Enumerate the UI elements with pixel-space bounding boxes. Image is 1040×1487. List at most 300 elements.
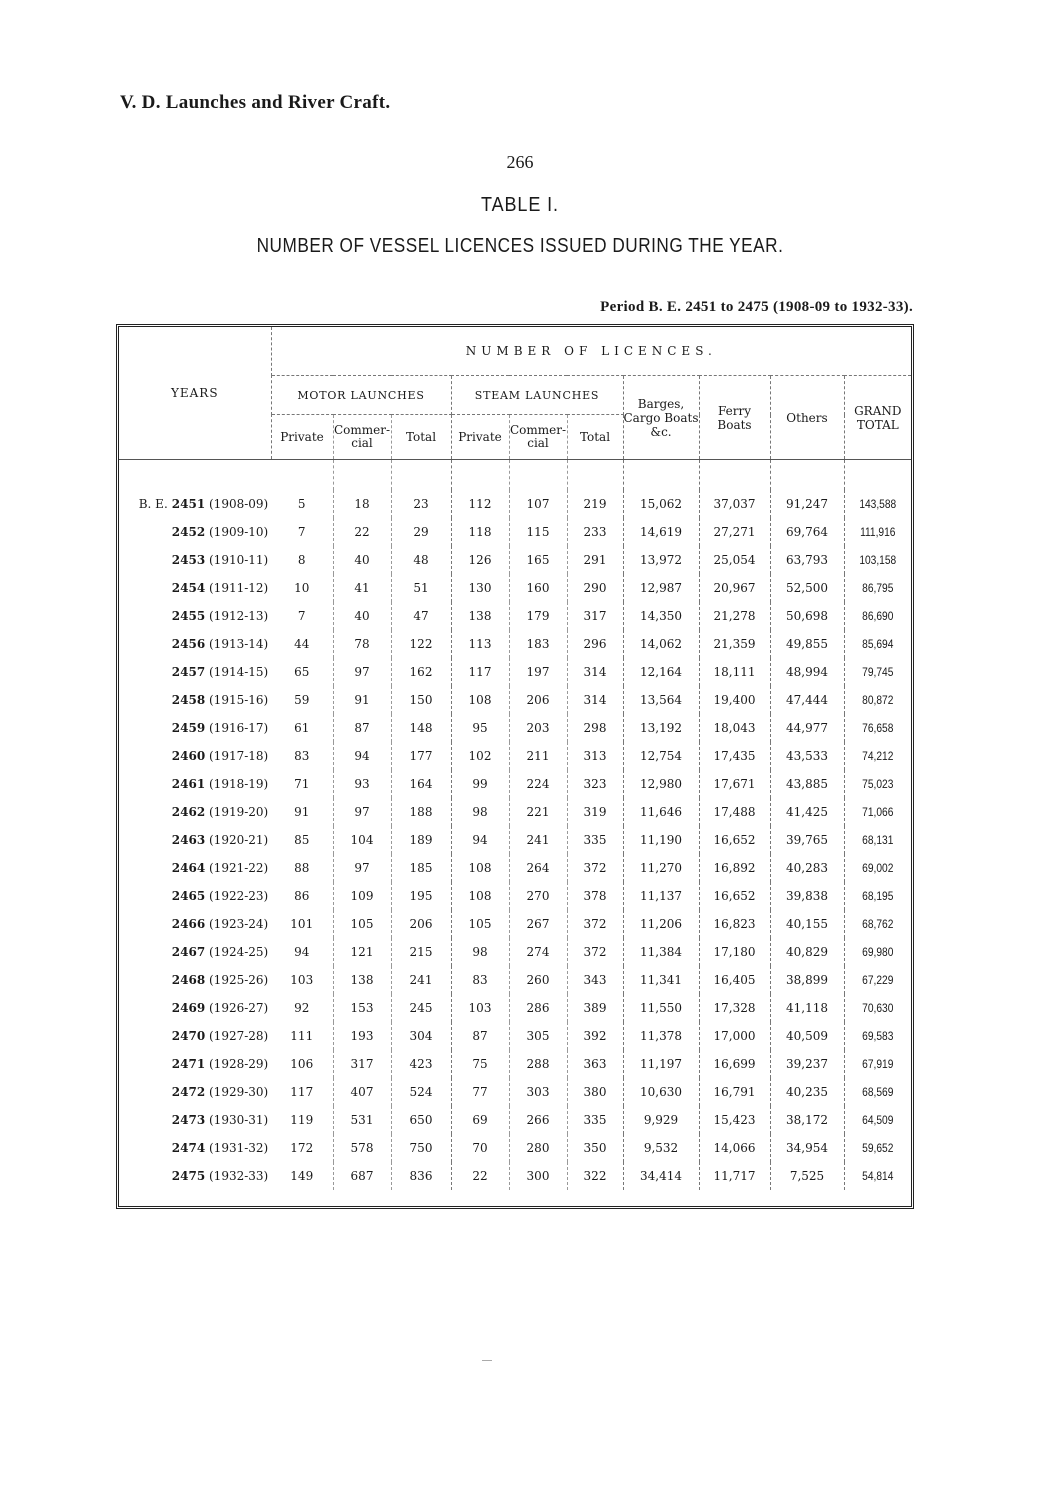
ferry-boats-cell: 16,652 xyxy=(699,882,770,910)
licences-table xyxy=(119,327,911,1190)
table-row xyxy=(119,798,911,826)
gregorian-period: (1932-33) xyxy=(209,1169,269,1183)
steam-commercial-header: Commer-cial xyxy=(509,415,567,460)
year-cell xyxy=(119,826,271,854)
grand-total-cell: 85,694 xyxy=(862,637,894,651)
others-cell: 63,793 xyxy=(770,546,844,574)
table-row xyxy=(119,854,911,882)
barges-cell: 14,350 xyxy=(623,602,699,630)
others-cell: 48,994 xyxy=(770,658,844,686)
motor-private-cell: 10 xyxy=(271,574,333,602)
gregorian-period: (1931-32) xyxy=(209,1141,269,1155)
buddhist-year: 2454 xyxy=(171,581,206,595)
motor-total-cell: 188 xyxy=(391,798,451,826)
motor-total-cell: 206 xyxy=(391,910,451,938)
steam-total-cell: 380 xyxy=(567,1078,623,1106)
steam-commercial-cell: 224 xyxy=(509,770,567,798)
barges-cell: 12,987 xyxy=(623,574,699,602)
year-cell xyxy=(119,966,271,994)
motor-total-cell: 51 xyxy=(391,574,451,602)
motor-commercial-cell: 109 xyxy=(333,882,391,910)
motor-private-cell: 88 xyxy=(271,854,333,882)
motor-commercial-cell: 87 xyxy=(333,714,391,742)
motor-private-cell: 94 xyxy=(271,938,333,966)
year-cell xyxy=(119,938,271,966)
others-header: Others xyxy=(770,376,844,460)
grand-total-cell: 74,212 xyxy=(862,749,894,763)
motor-commercial-cell: 78 xyxy=(333,630,391,658)
motor-commercial-cell: 22 xyxy=(333,518,391,546)
motor-commercial-cell: 97 xyxy=(333,798,391,826)
ferry-boats-cell: 11,717 xyxy=(699,1162,770,1190)
table-row xyxy=(119,938,911,966)
steam-commercial-cell: 241 xyxy=(509,826,567,854)
table-row xyxy=(119,966,911,994)
motor-total-cell: 177 xyxy=(391,742,451,770)
buddhist-year: 2451 xyxy=(171,497,206,511)
ferry-boats-cell: 16,699 xyxy=(699,1050,770,1078)
table-row xyxy=(119,742,911,770)
barges-cell: 15,062 xyxy=(623,490,699,518)
steam-total-cell: 372 xyxy=(567,854,623,882)
steam-total-header: Total xyxy=(567,415,623,460)
grand-total-cell: 69,980 xyxy=(862,945,894,959)
motor-commercial-cell: 97 xyxy=(333,658,391,686)
year-cell xyxy=(119,1078,271,1106)
steam-private-cell: 69 xyxy=(451,1106,509,1134)
steam-commercial-cell: 197 xyxy=(509,658,567,686)
barges-cell: 11,378 xyxy=(623,1022,699,1050)
gregorian-period: (1921-22) xyxy=(209,861,269,875)
table-row xyxy=(119,1162,911,1190)
barges-cell: 13,564 xyxy=(623,686,699,714)
steam-commercial-cell: 203 xyxy=(509,714,567,742)
steam-launches-header: STEAM LAUNCHES xyxy=(451,376,623,415)
grand-total-cell: 86,795 xyxy=(862,581,894,595)
year-cell xyxy=(119,854,271,882)
gregorian-period: (1927-28) xyxy=(209,1029,269,1043)
others-cell: 39,765 xyxy=(770,826,844,854)
motor-total-cell: 48 xyxy=(391,546,451,574)
gregorian-period: (1919-20) xyxy=(209,805,269,819)
steam-commercial-cell: 300 xyxy=(509,1162,567,1190)
ferry-boats-cell: 15,423 xyxy=(699,1106,770,1134)
steam-commercial-cell: 179 xyxy=(509,602,567,630)
others-cell: 39,237 xyxy=(770,1050,844,1078)
motor-private-cell: 61 xyxy=(271,714,333,742)
motor-private-cell: 65 xyxy=(271,658,333,686)
year-cell xyxy=(119,658,271,686)
table-row xyxy=(119,518,911,546)
steam-total-cell: 233 xyxy=(567,518,623,546)
others-cell: 39,838 xyxy=(770,882,844,910)
barges-cell: 11,550 xyxy=(623,994,699,1022)
others-cell: 69,764 xyxy=(770,518,844,546)
year-cell xyxy=(119,1162,271,1190)
motor-commercial-cell: 105 xyxy=(333,910,391,938)
motor-commercial-cell: 91 xyxy=(333,686,391,714)
gregorian-period: (1910-11) xyxy=(209,553,269,567)
steam-private-cell: 75 xyxy=(451,1050,509,1078)
motor-total-cell: 304 xyxy=(391,1022,451,1050)
steam-commercial-cell: 107 xyxy=(509,490,567,518)
others-cell: 50,698 xyxy=(770,602,844,630)
motor-commercial-cell: 153 xyxy=(333,994,391,1022)
motor-commercial-cell: 121 xyxy=(333,938,391,966)
barges-cell: 12,164 xyxy=(623,658,699,686)
motor-total-cell: 189 xyxy=(391,826,451,854)
others-cell: 40,155 xyxy=(770,910,844,938)
buddhist-year: 2458 xyxy=(171,693,206,707)
steam-private-cell: 77 xyxy=(451,1078,509,1106)
steam-private-cell: 94 xyxy=(451,826,509,854)
ferry-boats-cell: 17,435 xyxy=(699,742,770,770)
steam-commercial-cell: 286 xyxy=(509,994,567,1022)
gregorian-period: (1911-12) xyxy=(209,581,269,595)
ferry-boats-cell: 21,359 xyxy=(699,630,770,658)
motor-total-header: Total xyxy=(391,415,451,460)
steam-commercial-cell: 303 xyxy=(509,1078,567,1106)
ferry-boats-cell: 21,278 xyxy=(699,602,770,630)
steam-total-cell: 378 xyxy=(567,882,623,910)
steam-total-cell: 291 xyxy=(567,546,623,574)
buddhist-year: 2457 xyxy=(171,665,206,679)
motor-private-cell: 101 xyxy=(271,910,333,938)
barges-cell: 11,190 xyxy=(623,826,699,854)
others-cell: 40,235 xyxy=(770,1078,844,1106)
steam-commercial-cell: 305 xyxy=(509,1022,567,1050)
gregorian-period: (1908-09) xyxy=(209,497,269,511)
motor-private-cell: 85 xyxy=(271,826,333,854)
motor-total-cell: 524 xyxy=(391,1078,451,1106)
steam-private-cell: 102 xyxy=(451,742,509,770)
motor-private-cell: 86 xyxy=(271,882,333,910)
steam-private-header: Private xyxy=(451,415,509,460)
motor-total-cell: 423 xyxy=(391,1050,451,1078)
buddhist-year: 2466 xyxy=(171,917,206,931)
motor-total-cell: 148 xyxy=(391,714,451,742)
steam-total-cell: 335 xyxy=(567,1106,623,1134)
barges-cell: 34,414 xyxy=(623,1162,699,1190)
barges-cell: 12,980 xyxy=(623,770,699,798)
year-cell xyxy=(119,490,271,518)
table-row xyxy=(119,1078,911,1106)
barges-cell: 11,206 xyxy=(623,910,699,938)
buddhist-year: 2464 xyxy=(171,861,206,875)
year-cell xyxy=(119,882,271,910)
year-cell xyxy=(119,1106,271,1134)
barges-cell: 9,929 xyxy=(623,1106,699,1134)
ferry-boats-cell: 17,000 xyxy=(699,1022,770,1050)
gregorian-period: (1918-19) xyxy=(209,777,269,791)
steam-total-cell: 290 xyxy=(567,574,623,602)
motor-commercial-cell: 18 xyxy=(333,490,391,518)
others-cell: 38,172 xyxy=(770,1106,844,1134)
buddhist-year: 2452 xyxy=(171,525,206,539)
grand-total-cell: 75,023 xyxy=(862,777,894,791)
buddhist-year: 2460 xyxy=(171,749,206,763)
year-cell xyxy=(119,518,271,546)
ferry-boats-cell: 20,967 xyxy=(699,574,770,602)
steam-total-cell: 372 xyxy=(567,910,623,938)
steam-commercial-cell: 274 xyxy=(509,938,567,966)
gregorian-period: (1930-31) xyxy=(209,1113,269,1127)
steam-total-cell: 298 xyxy=(567,714,623,742)
table-row xyxy=(119,1022,911,1050)
motor-launches-header: MOTOR LAUNCHES xyxy=(271,376,451,415)
others-cell: 44,977 xyxy=(770,714,844,742)
table-title: NUMBER OF VESSEL LICENCES ISSUED DURING THE YEAR. xyxy=(256,235,784,257)
motor-commercial-cell: 578 xyxy=(333,1134,391,1162)
steam-private-cell: 117 xyxy=(451,658,509,686)
motor-total-cell: 215 xyxy=(391,938,451,966)
steam-total-cell: 323 xyxy=(567,770,623,798)
grand-total-cell: 68,569 xyxy=(862,1085,894,1099)
motor-private-cell: 7 xyxy=(271,602,333,630)
era-label: B. E. xyxy=(138,497,168,511)
steam-total-cell: 343 xyxy=(567,966,623,994)
motor-total-cell: 836 xyxy=(391,1162,451,1190)
steam-private-cell: 118 xyxy=(451,518,509,546)
motor-commercial-cell: 407 xyxy=(333,1078,391,1106)
buddhist-year: 2471 xyxy=(171,1057,206,1071)
grand-total-cell: 59,652 xyxy=(862,1141,894,1155)
steam-private-cell: 105 xyxy=(451,910,509,938)
motor-private-cell: 59 xyxy=(271,686,333,714)
motor-private-cell: 119 xyxy=(271,1106,333,1134)
buddhist-year: 2459 xyxy=(171,721,206,735)
year-cell xyxy=(119,546,271,574)
motor-total-cell: 750 xyxy=(391,1134,451,1162)
grand-total-cell: 79,745 xyxy=(862,665,894,679)
gregorian-period: (1913-14) xyxy=(209,637,269,651)
motor-private-cell: 83 xyxy=(271,742,333,770)
table-row xyxy=(119,602,911,630)
motor-private-cell: 8 xyxy=(271,546,333,574)
years-header: YEARS xyxy=(119,327,271,460)
ferry-boats-header: Ferry Boats xyxy=(699,376,770,460)
motor-total-cell: 164 xyxy=(391,770,451,798)
grand-total-cell: 68,195 xyxy=(862,889,894,903)
steam-private-cell: 138 xyxy=(451,602,509,630)
steam-commercial-cell: 206 xyxy=(509,686,567,714)
year-cell xyxy=(119,1050,271,1078)
buddhist-year: 2474 xyxy=(171,1141,206,1155)
motor-private-cell: 111 xyxy=(271,1022,333,1050)
grand-total-header: GRAND TOTAL xyxy=(854,403,902,432)
steam-private-cell: 126 xyxy=(451,546,509,574)
motor-commercial-cell: 94 xyxy=(333,742,391,770)
steam-private-cell: 130 xyxy=(451,574,509,602)
year-cell xyxy=(119,742,271,770)
period-caption: Period B. E. 2451 to 2475 (1908-09 to 1932-33). xyxy=(600,299,913,315)
others-cell: 40,283 xyxy=(770,854,844,882)
ferry-boats-cell: 16,791 xyxy=(699,1078,770,1106)
others-cell: 7,525 xyxy=(770,1162,844,1190)
grand-total-cell: 76,658 xyxy=(862,721,894,735)
table-row xyxy=(119,1050,911,1078)
steam-commercial-cell: 280 xyxy=(509,1134,567,1162)
motor-private-cell: 71 xyxy=(271,770,333,798)
buddhist-year: 2465 xyxy=(171,889,206,903)
steam-private-cell: 99 xyxy=(451,770,509,798)
motor-private-cell: 91 xyxy=(271,798,333,826)
others-cell: 49,855 xyxy=(770,630,844,658)
steam-private-cell: 108 xyxy=(451,686,509,714)
motor-commercial-cell: 93 xyxy=(333,770,391,798)
buddhist-year: 2475 xyxy=(171,1169,206,1183)
steam-private-cell: 112 xyxy=(451,490,509,518)
barges-cell: 11,341 xyxy=(623,966,699,994)
buddhist-year: 2467 xyxy=(171,945,206,959)
table-row xyxy=(119,1134,911,1162)
motor-private-cell: 149 xyxy=(271,1162,333,1190)
buddhist-year: 2462 xyxy=(171,805,206,819)
steam-commercial-cell: 221 xyxy=(509,798,567,826)
others-cell: 47,444 xyxy=(770,686,844,714)
grand-total-cell: 69,002 xyxy=(862,861,894,875)
steam-total-cell: 314 xyxy=(567,658,623,686)
others-cell: 52,500 xyxy=(770,574,844,602)
ferry-boats-cell: 17,488 xyxy=(699,798,770,826)
others-cell: 91,247 xyxy=(770,490,844,518)
ferry-boats-cell: 16,892 xyxy=(699,854,770,882)
buddhist-year: 2472 xyxy=(171,1085,206,1099)
ferry-boats-cell: 16,823 xyxy=(699,910,770,938)
steam-total-cell: 313 xyxy=(567,742,623,770)
ferry-boats-cell: 16,652 xyxy=(699,826,770,854)
barges-cell: 11,646 xyxy=(623,798,699,826)
steam-commercial-cell: 211 xyxy=(509,742,567,770)
number-of-licences-header: NUMBER OF LICENCES. xyxy=(271,327,911,376)
steam-commercial-cell: 267 xyxy=(509,910,567,938)
steam-private-cell: 108 xyxy=(451,854,509,882)
gregorian-period: (1916-17) xyxy=(209,721,269,735)
motor-total-cell: 150 xyxy=(391,686,451,714)
section-heading: V. D. Launches and River Craft. xyxy=(120,92,391,113)
barges-cell: 11,137 xyxy=(623,882,699,910)
gregorian-period: (1925-26) xyxy=(209,973,269,987)
table-row xyxy=(119,910,911,938)
table-row xyxy=(119,994,911,1022)
others-cell: 40,829 xyxy=(770,938,844,966)
year-cell xyxy=(119,994,271,1022)
steam-total-cell: 335 xyxy=(567,826,623,854)
grand-total-cell: 80,872 xyxy=(862,693,894,707)
ferry-boats-cell: 27,271 xyxy=(699,518,770,546)
ferry-boats-cell: 19,400 xyxy=(699,686,770,714)
steam-commercial-cell: 260 xyxy=(509,966,567,994)
steam-private-cell: 103 xyxy=(451,994,509,1022)
steam-private-cell: 98 xyxy=(451,938,509,966)
buddhist-year: 2455 xyxy=(171,609,206,623)
grand-total-cell: 64,509 xyxy=(862,1113,894,1127)
table-row xyxy=(119,546,911,574)
gregorian-period: (1915-16) xyxy=(209,693,269,707)
year-cell xyxy=(119,714,271,742)
motor-private-cell: 106 xyxy=(271,1050,333,1078)
steam-private-cell: 83 xyxy=(451,966,509,994)
motor-private-cell: 117 xyxy=(271,1078,333,1106)
steam-total-cell: 392 xyxy=(567,1022,623,1050)
header-separator xyxy=(119,460,911,491)
ferry-boats-cell: 16,405 xyxy=(699,966,770,994)
gregorian-period: (1917-18) xyxy=(209,749,269,763)
motor-total-cell: 650 xyxy=(391,1106,451,1134)
page-number: 266 xyxy=(506,152,534,172)
steam-total-cell: 372 xyxy=(567,938,623,966)
motor-commercial-cell: 138 xyxy=(333,966,391,994)
ferry-boats-cell: 17,180 xyxy=(699,938,770,966)
barges-cell: 10,630 xyxy=(623,1078,699,1106)
gregorian-period: (1914-15) xyxy=(209,665,269,679)
gregorian-period: (1922-23) xyxy=(209,889,269,903)
gregorian-period: (1924-25) xyxy=(209,945,269,959)
motor-private-header: Private xyxy=(271,415,333,460)
steam-total-cell: 314 xyxy=(567,686,623,714)
motor-private-cell: 44 xyxy=(271,630,333,658)
grand-total-cell: 68,131 xyxy=(862,833,894,847)
barges-cell: 13,972 xyxy=(623,546,699,574)
motor-total-cell: 245 xyxy=(391,994,451,1022)
grand-total-cell: 103,158 xyxy=(859,553,897,567)
grand-total-cell: 68,762 xyxy=(862,917,894,931)
steam-private-cell: 87 xyxy=(451,1022,509,1050)
steam-total-cell: 322 xyxy=(567,1162,623,1190)
steam-total-cell: 363 xyxy=(567,1050,623,1078)
grand-total-cell: 54,814 xyxy=(862,1169,894,1183)
buddhist-year: 2453 xyxy=(171,553,206,567)
gregorian-period: (1929-30) xyxy=(209,1085,269,1099)
year-cell xyxy=(119,910,271,938)
year-cell xyxy=(119,1022,271,1050)
gregorian-period: (1912-13) xyxy=(209,609,269,623)
steam-private-cell: 98 xyxy=(451,798,509,826)
barges-cell: 12,754 xyxy=(623,742,699,770)
barges-cell: 14,619 xyxy=(623,518,699,546)
motor-commercial-header: Commer-cial xyxy=(333,415,391,460)
grand-total-cell: 69,583 xyxy=(862,1029,894,1043)
barges-cell: 9,532 xyxy=(623,1134,699,1162)
ferry-boats-cell: 14,066 xyxy=(699,1134,770,1162)
steam-commercial-cell: 115 xyxy=(509,518,567,546)
table-row xyxy=(119,490,911,518)
steam-private-cell: 70 xyxy=(451,1134,509,1162)
barges-cell: 13,192 xyxy=(623,714,699,742)
gregorian-period: (1920-21) xyxy=(209,833,269,847)
motor-total-cell: 241 xyxy=(391,966,451,994)
ferry-boats-cell: 18,043 xyxy=(699,714,770,742)
motor-private-cell: 7 xyxy=(271,518,333,546)
ferry-boats-cell: 25,054 xyxy=(699,546,770,574)
year-cell xyxy=(119,770,271,798)
page-mark xyxy=(482,1360,492,1361)
table-row xyxy=(119,882,911,910)
ferry-boats-cell: 17,671 xyxy=(699,770,770,798)
steam-commercial-cell: 266 xyxy=(509,1106,567,1134)
grand-total-cell: 71,066 xyxy=(862,805,894,819)
year-cell xyxy=(119,686,271,714)
steam-total-cell: 319 xyxy=(567,798,623,826)
steam-total-cell: 296 xyxy=(567,630,623,658)
motor-total-cell: 162 xyxy=(391,658,451,686)
table-row xyxy=(119,574,911,602)
grand-total-cell: 143,588 xyxy=(859,497,897,511)
motor-commercial-cell: 41 xyxy=(333,574,391,602)
year-cell xyxy=(119,798,271,826)
motor-commercial-cell: 40 xyxy=(333,546,391,574)
motor-private-cell: 103 xyxy=(271,966,333,994)
